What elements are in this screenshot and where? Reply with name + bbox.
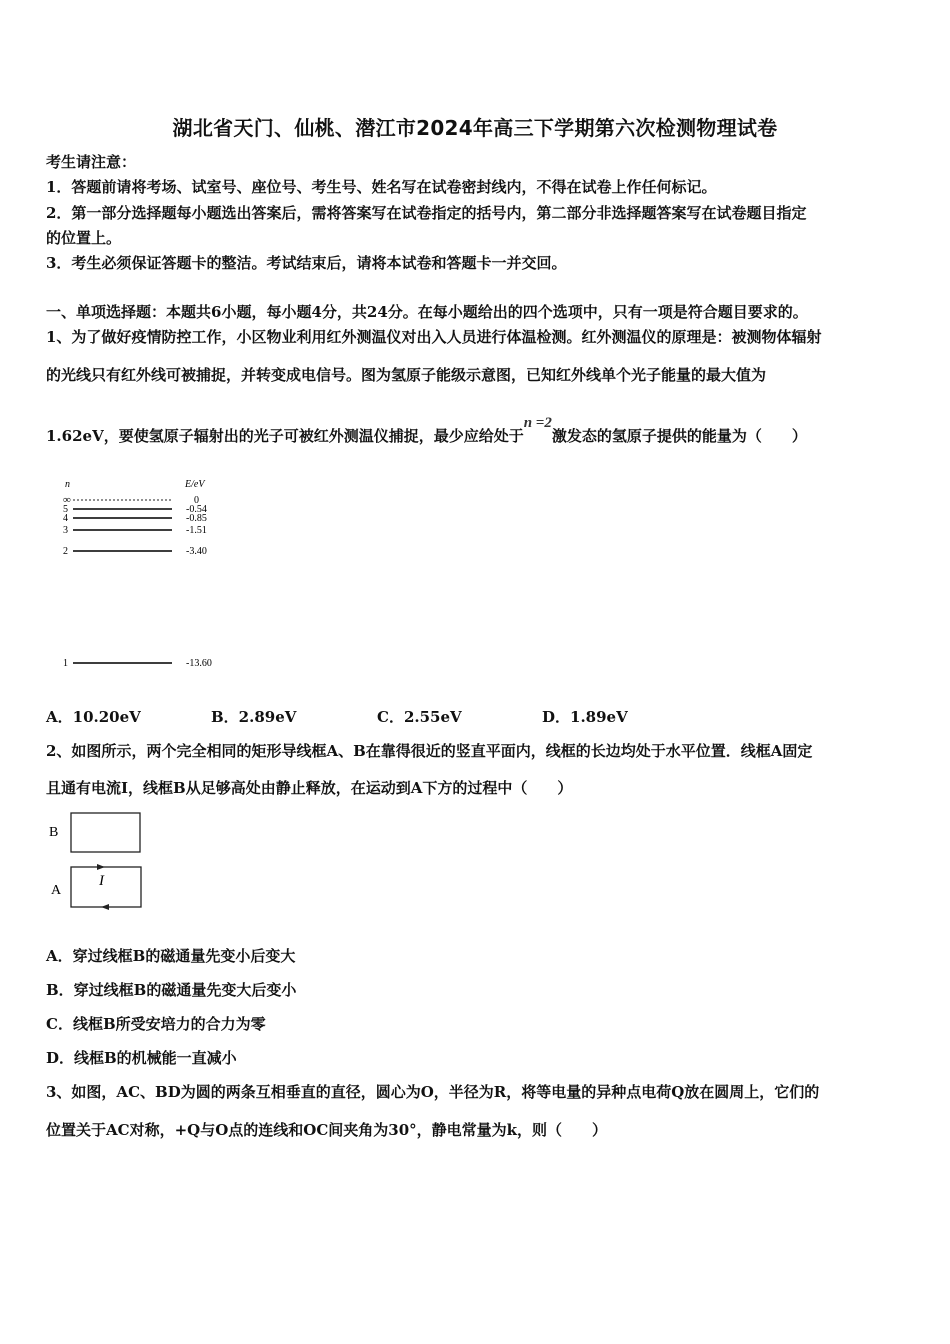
q1-option-d[interactable]: D．1.89eV xyxy=(542,708,628,726)
page-title: 湖北省天门、仙桃、潜江市2024年高三下学期第六次检测物理试卷 xyxy=(172,116,778,140)
level-energy-label: 0 xyxy=(194,495,199,506)
notice-item-2: 2．第一部分选择题每小题选出答案后，需将答案写在试卷指定的括号内，第二部分非选择题答案写在试卷题目指定 xyxy=(46,204,807,222)
level-n-label: 4 xyxy=(63,513,68,524)
frame-a xyxy=(71,867,141,907)
current-arrow-right-icon xyxy=(97,864,105,870)
current-label: I xyxy=(99,873,104,889)
q1-option-b[interactable]: B．2.89eV xyxy=(211,708,297,726)
q1-line-3-end: 激发态的氢原子提供的能量为（ ） xyxy=(551,427,807,445)
level-energy-label: -0.85 xyxy=(186,513,207,524)
level-n-label: 5 xyxy=(63,504,68,515)
q1-formula: n =2 xyxy=(523,415,552,431)
q2-option-c[interactable]: C．线框B所受安培力的合力为零 xyxy=(46,1015,266,1033)
level-energy-label: -0.54 xyxy=(186,504,207,515)
frame-b-label: B xyxy=(49,825,59,840)
energy-levels xyxy=(63,494,212,669)
q1-line-1: 1、为了做好疫情防控工作，小区物业利用红外测温仪对出入人员进行体温检测。红外测温仪的原理是：被测物体辐射 xyxy=(46,328,822,346)
level-energy-label: -13.60 xyxy=(186,658,212,669)
q1-line-2: 的光线只有红外线可被捕捉，并转变成电信号。图为氢原子能级示意图，已知红外线单个光子能量的最大值为 xyxy=(46,366,767,384)
wire-frames-diagram xyxy=(45,808,155,918)
n-axis-label: n xyxy=(65,479,70,490)
level-n-label: 2 xyxy=(63,546,68,557)
notice-item-2-cont: 的位置上。 xyxy=(46,229,122,247)
q1-option-c[interactable]: C．2.55eV xyxy=(377,708,462,726)
q1-option-a[interactable]: A．10.20eV xyxy=(46,708,141,726)
q3-line-2: 位置关于AC对称，+Q与O点的连线和OC间夹角为30°，静电常量为k，则（ ） xyxy=(46,1121,608,1139)
frame-a-label: A xyxy=(51,883,62,898)
frame-b xyxy=(71,813,140,852)
q2-line-2: 且通有电流I，线框B从足够高处由静止释放，在运动到A下方的过程中（ ） xyxy=(46,779,573,797)
q3-line-1: 3、如图，AC、BD为圆的两条互相垂直的直径，圆心为O，半径为R，将等电量的异种点电荷Q放在圆周上，它们的 xyxy=(46,1083,820,1101)
notice-item-1: 1．答题前请将考场、试室号、座位号、考生号、姓名写在试卷密封线内，不得在试卷上作任何标记。 xyxy=(46,178,717,196)
level-energy-label: -1.51 xyxy=(186,525,207,536)
energy-level-diagram xyxy=(55,475,235,675)
level-n-label: 1 xyxy=(63,658,68,669)
energy-axis-label: E/eV xyxy=(185,479,205,490)
notice-item-3: 3．考生必须保证答题卡的整洁。考试结束后，请将本试卷和答题卡一并交回。 xyxy=(46,254,567,272)
q1-line-3-start: 1.62eV，要使氢原子辐射出的光子可被红外测温仪捕捉，最少应给处于 xyxy=(46,427,524,445)
level-n-label: 3 xyxy=(63,525,68,536)
section-heading: 一、单项选择题：本题共6小题，每小题4分，共24分。在每小题给出的四个选项中，只有一项是符合题目要求的。 xyxy=(46,303,808,321)
q2-option-b[interactable]: B．穿过线框B的磁通量先变大后变小 xyxy=(46,981,297,999)
q2-option-d[interactable]: D．线框B的机械能一直减小 xyxy=(46,1049,237,1067)
q2-line-1: 2、如图所示，两个完全相同的矩形导线框A、B在靠得很近的竖直平面内，线框的长边均处于水平位置．线框A固定 xyxy=(46,742,813,760)
current-arrow-left-icon xyxy=(101,904,109,910)
level-energy-label: -3.40 xyxy=(186,546,207,557)
notice-heading: 考生请注意： xyxy=(46,153,137,171)
level-n-label: ∞ xyxy=(63,494,71,506)
q2-option-a[interactable]: A．穿过线框B的磁通量先变小后变大 xyxy=(46,947,296,965)
q1-line-3 xyxy=(46,415,807,447)
